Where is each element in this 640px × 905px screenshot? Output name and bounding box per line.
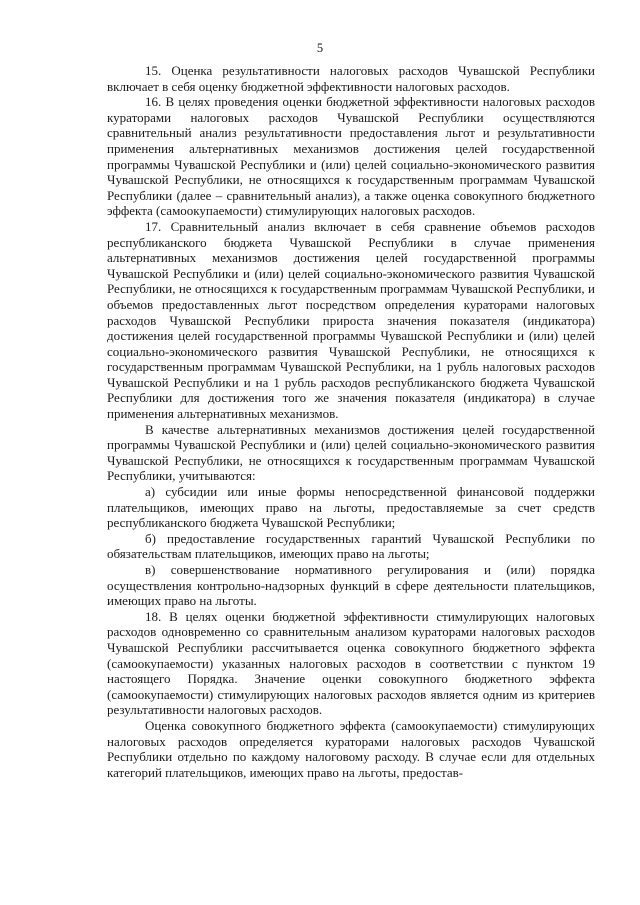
paragraph-17: 17. Сравнительный анализ включает в себя сравнение объемов расходов республиканского бюджета Чувашской Республики в случае применения альтернативных механизмов достижения целей государственной программы Чувашской Республики и (или) целей социально-экономического развития Чувашской Республики, не относящихся к государственным программам Чувашской Республики, и объемов предоставленных льгот посредством определения кураторами налоговых расходов Чувашской Республики прироста значения показателя (индикатора) достижения целей государственной программы Чувашской Республики и (или) целей социально-экономического развития Чувашской Республики, не относящихся к государственным программам Чувашской Республики, на 1 рубль налоговых расходов Чувашской Республики и на 1 рубль расходов республиканского бюджета Чувашской Республики для достижения того же значения показателя (индикатора) в случае применения альтернативных механизмов. bbox=[107, 218, 595, 422]
paragraph-15: 15. Оценка результативности налоговых расходов Чувашской Республики включает в себя оценку бюджетной эффективности налоговых расходов. bbox=[107, 63, 595, 94]
list-item-b: б) предоставление государственных гарантий Чувашской Республики по обязательствам плательщиков, имеющих право на льготы; bbox=[107, 530, 595, 562]
paragraph-alternative-mechanisms: В качестве альтернативных механизмов достижения целей государственной программы Чувашской Республики и (или) целей социально-экономического развития Чувашской Республики, не относящихся к государственным программам Чувашской Республики, учитываются: bbox=[107, 421, 595, 484]
page-number: 5 bbox=[316, 41, 324, 55]
list-item-a: а) субсидии или иные формы непосредственной финансовой поддержки плательщиков, имеющих право на льготы, предоставляемые за счет средств республиканского бюджета Чувашской Республики; bbox=[107, 484, 595, 531]
paragraph-self-sufficiency: Оценка совокупного бюджетного эффекта (самоокупаемости) стимулирующих налоговых расходов определяется кураторами налоговых расходов Чувашской Республики отдельно по каждому налоговому расходу. В случае если для отдельных категорий плательщиков, имеющих право на льготы, предостав- bbox=[107, 717, 595, 780]
document-body bbox=[107, 63, 595, 780]
paragraph-16: 16. В целях проведения оценки бюджетной эффективности налоговых расходов кураторами налоговых расходов Чувашской Республики осуществляются сравнительный анализ результативности предоставления льгот и результативности применения альтернативных механизмов достижения целей государственной программы Чувашской Республики и (или) целей социально-экономического развития Чувашской Республики, не относящихся к государственным программам Чувашской Республики (далее – сравнительный анализ), а также оценка совокупного бюджетного эффекта (самоокупаемости) стимулирующих налоговых расходов. bbox=[107, 94, 595, 219]
list-item-v: в) совершенствование нормативного регулирования и (или) порядка осуществления контрольно-надзорных функций в сфере деятельности плательщиков, имеющих право на льготы. bbox=[107, 562, 595, 609]
paragraph-18: 18. В целях оценки бюджетной эффективности стимулирующих налоговых расходов одновременно со сравнительным анализом кураторами налоговых расходов Чувашской Республики рассчитывается оценка совокупного бюджетного эффекта (самоокупаемости) указанных налоговых расходов в соответствии с пунктом 19 настоящего Порядка. Значение оценки совокупного бюджетного эффекта (самоокупаемости) стимулирующих налоговых расходов является одним из критериев результативности налоговых расходов. bbox=[107, 608, 595, 718]
